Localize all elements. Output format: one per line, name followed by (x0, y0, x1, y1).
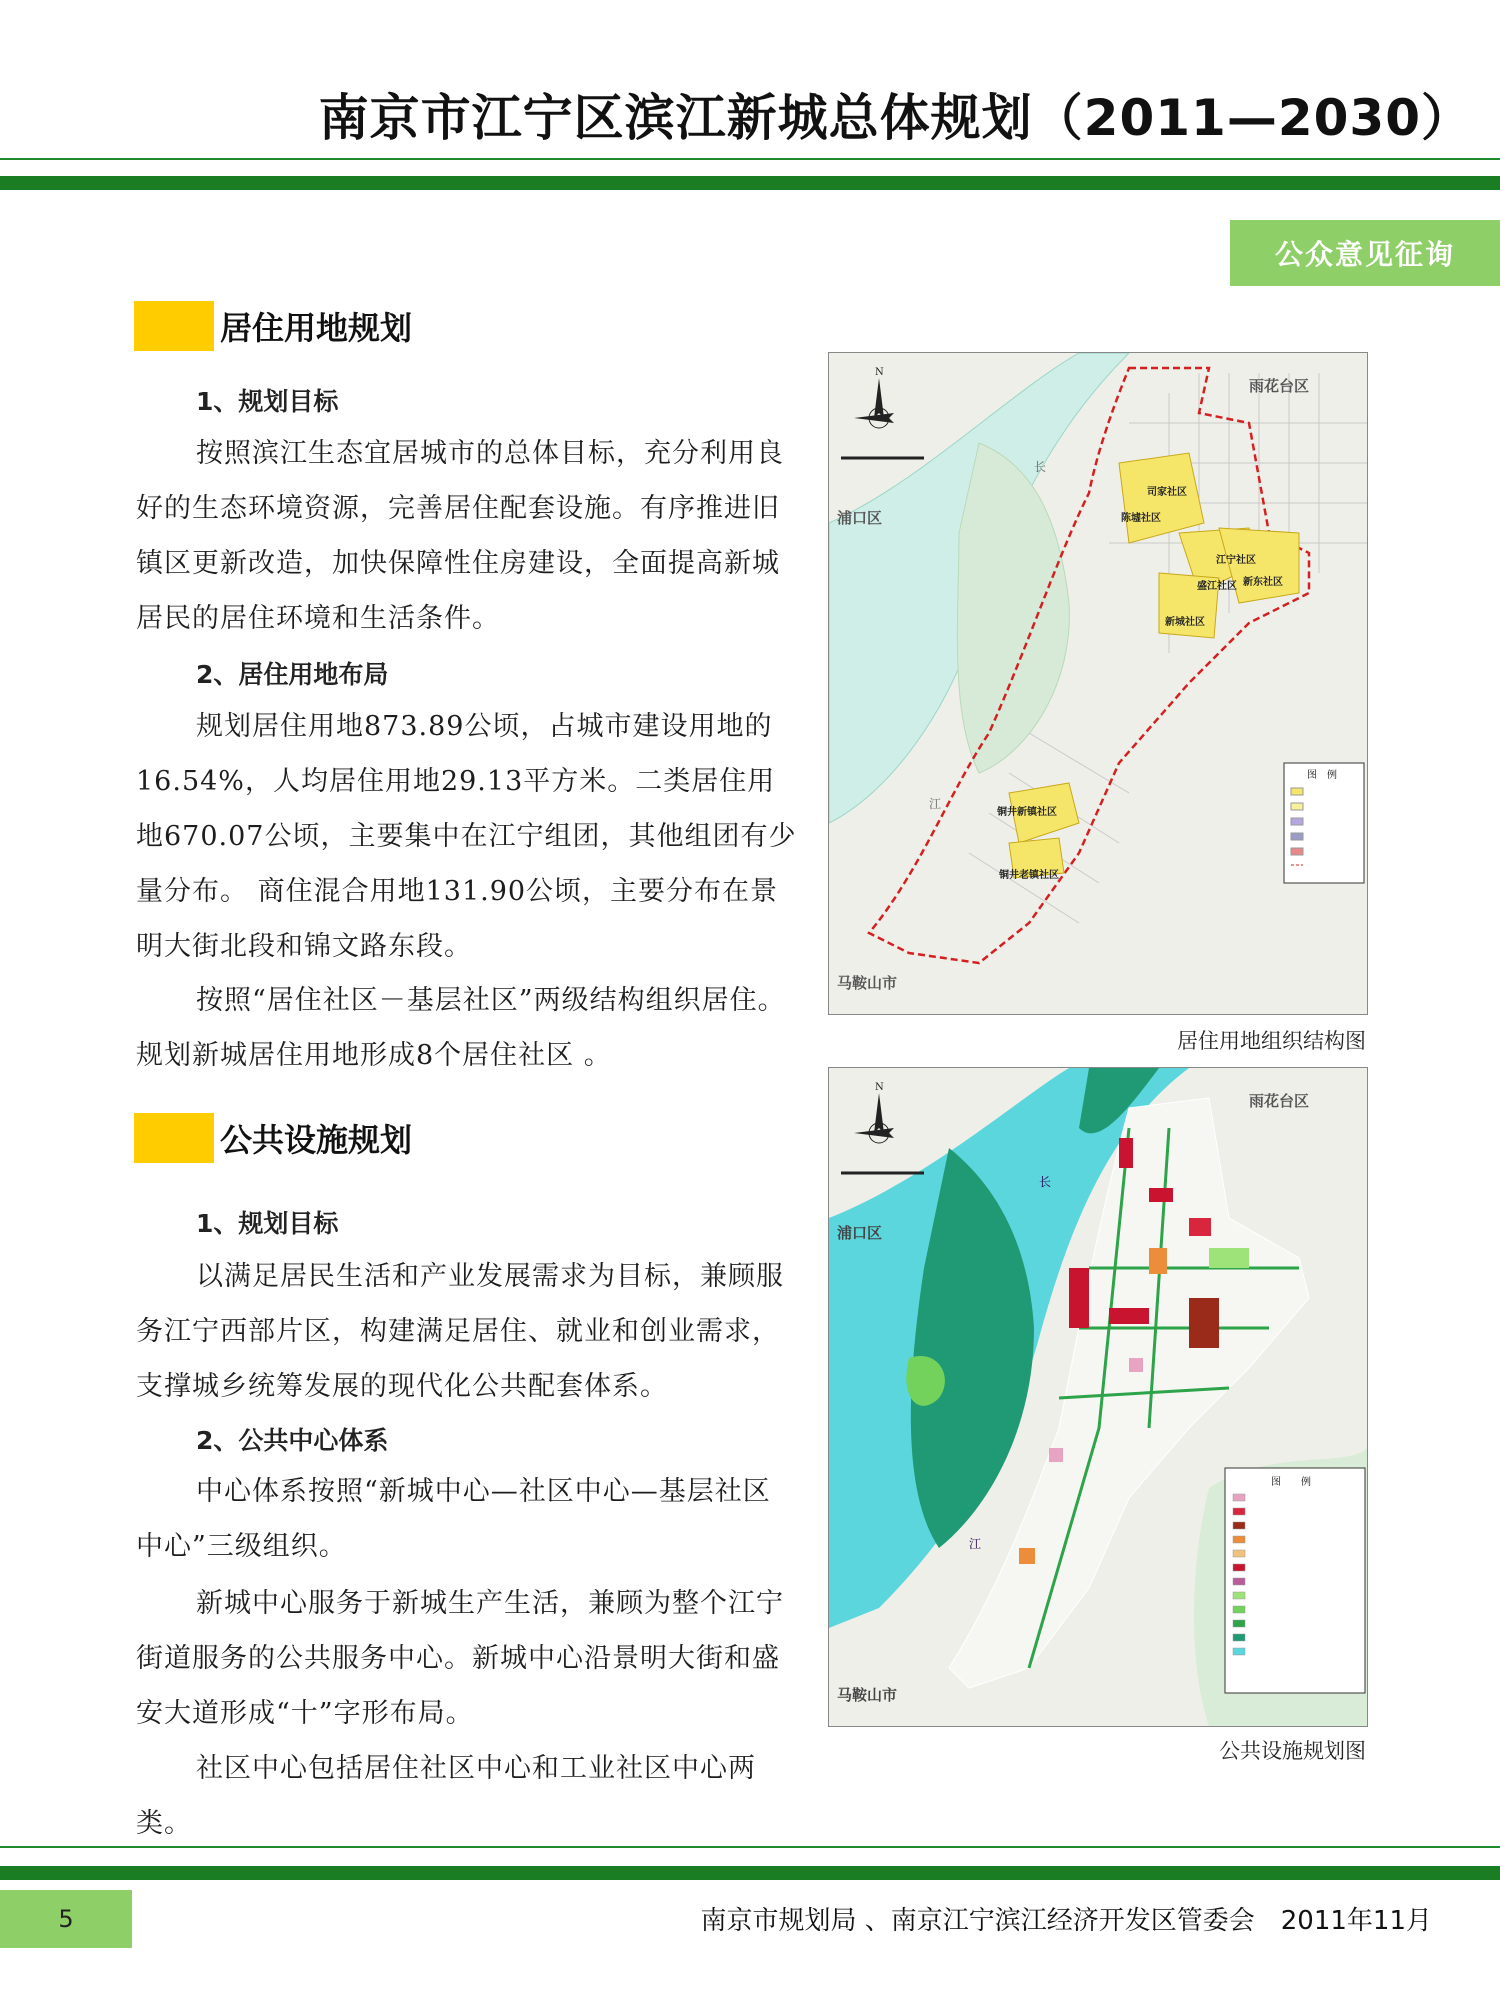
place-label-north: 雨花台区 (1249, 1092, 1310, 1110)
paragraph: 按照“居住社区－基层社区”两级结构组织居住。规划新城居住用地形成8个居住社区 。 (136, 985, 786, 1071)
place-label-north: 雨花台区 (1249, 377, 1310, 395)
page-number: 5 (0, 1890, 132, 1948)
paragraph: 社区中心包括居住社区中心和工业社区中心两类。 (136, 1753, 756, 1839)
heading-marker (134, 301, 214, 351)
section-heading-public-facilities (134, 1113, 412, 1163)
place-label-west: 浦口区 (837, 1224, 883, 1242)
community-label: 盛江社区 (1197, 581, 1237, 592)
footer-rule-thin (0, 1846, 1500, 1848)
river-label: 江 (969, 1537, 982, 1551)
paragraph: 以满足居民生活和产业发展需求为目标，兼顾服务江宁西部片区，构建满足居住、就业和创业需求，支撑城乡统筹发展的现代化公共配套体系。 (136, 1261, 784, 1402)
paragraph: 新城中心服务于新城生产生活，兼顾为整个江宁街道服务的公共服务中心。新城中心沿景明大街和盛安大道形成“十”字形布局。 (136, 1588, 784, 1729)
residential-structure-map (828, 352, 1368, 1015)
place-label-south: 马鞍山市 (837, 1686, 898, 1704)
community-label: 新东社区 (1243, 577, 1283, 588)
footer-rule-thick (0, 1866, 1500, 1880)
community-label: 铜井老镇社区 (999, 870, 1059, 881)
public-consultation-tag: 公众意见征询 (1230, 220, 1500, 286)
river-label: 长 (1039, 1175, 1052, 1189)
public-facilities-map (828, 1067, 1368, 1727)
header-rule-thin (0, 158, 1500, 160)
compass-label: N (875, 1082, 884, 1093)
community-label: 铜井新镇社区 (997, 807, 1057, 818)
community-label: 陈墟社区 (1121, 513, 1161, 524)
place-label-west: 浦口区 (837, 509, 883, 527)
header-rule-thick (0, 176, 1500, 190)
legend-title: 图 例 (1307, 770, 1337, 781)
river-label: 长 (1034, 460, 1047, 474)
place-label-south: 马鞍山市 (837, 974, 898, 992)
compass-label: N (875, 367, 884, 378)
section-heading-residential (134, 301, 412, 351)
legend-title: 图 例 (1271, 1477, 1311, 1488)
subheading-layout: 2、居住用地布局 (196, 660, 389, 689)
map-legend (1284, 763, 1364, 883)
subheading-goal: 1、规划目标 (196, 387, 339, 416)
subheading-goal: 1、规划目标 (196, 1209, 339, 1238)
community-label: 新城社区 (1165, 617, 1205, 628)
community-label: 司家社区 (1147, 487, 1187, 498)
community-label: 江宁社区 (1216, 555, 1256, 566)
paragraph: 按照滨江生态宜居城市的总体目标，充分利用良好的生态环境资源，完善居住配套设施。有序推进旧镇区更新改造，加快保障性住房建设，全面提高新城居民的居住环境和生活条件。 (136, 438, 784, 634)
paragraph: 规划居住用地873.89公顷，占城市建设用地的16.54%，人均居住用地29.13平方米。二类居住用地670.07公顷，主要集中在江宁组团，其他组团有少量分布。 商住混合用地131.90公顷，主要分布在景明大街北段和锦文路东段。 (136, 711, 797, 962)
map-legend (1225, 1468, 1365, 1693)
subheading-center-system: 2、公共中心体系 (196, 1426, 389, 1455)
footer-organization: 南京市规划局 、南京江宁滨江经济开发区管委会 2011年11月 (700, 1906, 1432, 1936)
section-heading-label: 公共设施规划 (220, 1121, 413, 1159)
paragraph: 中心体系按照“新城中心—社区中心—基层社区中心”三级组织。 (136, 1476, 771, 1562)
map-caption: 居住用地组织结构图 (1177, 1029, 1366, 1053)
map-caption: 公共设施规划图 (1219, 1739, 1366, 1763)
river-label: 江 (929, 797, 942, 811)
section-heading-label: 居住用地规划 (220, 309, 413, 347)
document-title: 南京市江宁区滨江新城总体规划（2011—2030） (318, 89, 1472, 147)
heading-marker (134, 1113, 214, 1163)
